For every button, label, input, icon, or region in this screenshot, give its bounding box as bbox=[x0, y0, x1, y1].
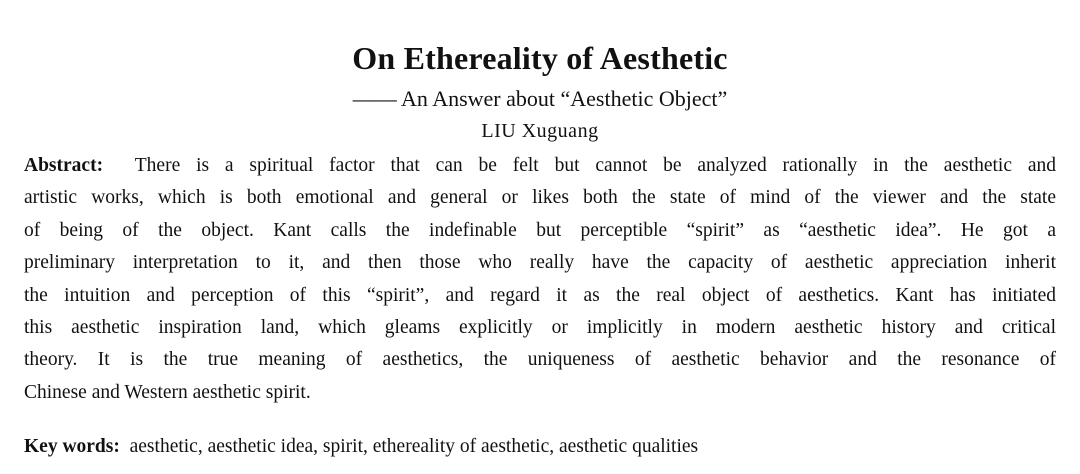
abstract-line: theory. It is the true meaning of aesthetics, the uniqueness of aesthetic behavior and the resonance of bbox=[24, 349, 1056, 371]
abstract-line: of being of the object. Kant calls the indefinable but perceptible “spirit” as “aesthetic idea”. He got a bbox=[24, 219, 1056, 241]
abstract-line: artistic works, which is both emotional and general or likes both the state of mind of the viewer and the state bbox=[24, 187, 1056, 209]
abstract-line: the intuition and perception of this “spirit”, and regard it as the real object of aesthetics. Kant has initiated bbox=[24, 284, 1056, 306]
keywords-block bbox=[24, 432, 1056, 462]
abstract-line bbox=[24, 150, 1056, 182]
abstract-line: preliminary interpretation to it, and then those who really have the capacity of aesthetic appreciation inherit bbox=[24, 252, 1056, 274]
keywords-text: aesthetic, aesthetic idea, spirit, ethereality of aesthetic, aesthetic qualities bbox=[129, 436, 699, 457]
paper-author: LIU Xuguang bbox=[481, 120, 599, 142]
abstract-line: Chinese and Western aesthetic spirit. bbox=[24, 381, 311, 403]
abstract-text: There is a spiritual factor that can be felt but cannot be analyzed rationally in the aesthetic and bbox=[134, 155, 1056, 176]
paper-title: On Ethereality of Aesthetic bbox=[352, 40, 728, 76]
abstract-block bbox=[24, 150, 1056, 409]
paper-subtitle: —— An Answer about “Aesthetic Object” bbox=[352, 86, 728, 111]
keywords-label: Key words: bbox=[24, 436, 120, 457]
abstract-label: Abstract: bbox=[24, 155, 104, 176]
abstract-line: this aesthetic inspiration land, which gleams explicitly or implicitly in modern aesthetic history and critical bbox=[24, 317, 1056, 339]
